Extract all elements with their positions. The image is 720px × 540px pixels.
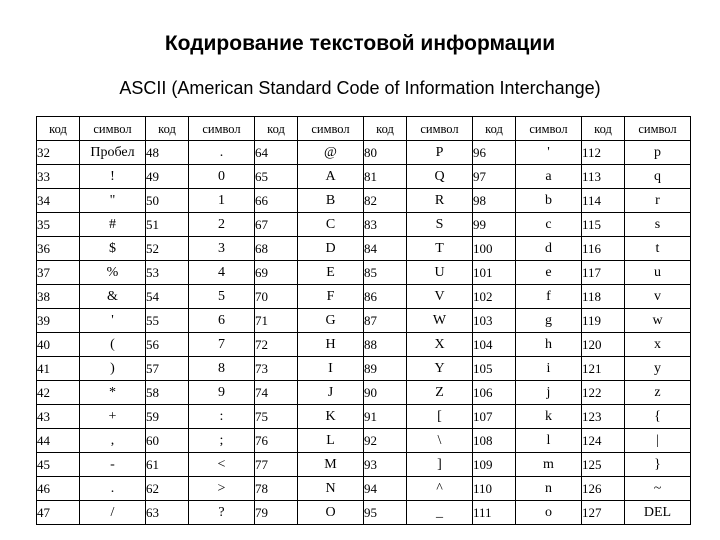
code-cell: 118 bbox=[582, 285, 625, 309]
code-cell: 62 bbox=[146, 477, 189, 501]
symbol-cell: ( bbox=[80, 333, 146, 357]
symbol-cell: S bbox=[407, 213, 473, 237]
symbol-cell: ~ bbox=[625, 477, 691, 501]
symbol-cell: w bbox=[625, 309, 691, 333]
symbol-cell: : bbox=[189, 405, 255, 429]
symbol-cell: _ bbox=[407, 501, 473, 525]
code-cell: 103 bbox=[473, 309, 516, 333]
page-subtitle: ASCII (American Standard Code of Information Interchange) bbox=[119, 78, 601, 98]
code-cell: 91 bbox=[364, 405, 407, 429]
symbol-cell: + bbox=[80, 405, 146, 429]
symbol-cell: f bbox=[516, 285, 582, 309]
table-row bbox=[37, 501, 691, 525]
code-cell: 45 bbox=[37, 453, 80, 477]
symbol-cell: / bbox=[80, 501, 146, 525]
code-cell: 100 bbox=[473, 237, 516, 261]
code-cell: 75 bbox=[255, 405, 298, 429]
header-code: код bbox=[473, 117, 516, 141]
code-cell: 54 bbox=[146, 285, 189, 309]
symbol-cell: \ bbox=[407, 429, 473, 453]
header-symbol: символ bbox=[625, 117, 691, 141]
code-cell: 112 bbox=[582, 141, 625, 165]
ascii-table bbox=[36, 116, 691, 525]
code-cell: 48 bbox=[146, 141, 189, 165]
symbol-cell: - bbox=[80, 453, 146, 477]
symbol-cell: 2 bbox=[189, 213, 255, 237]
symbol-cell: . bbox=[80, 477, 146, 501]
code-cell: 83 bbox=[364, 213, 407, 237]
code-cell: 81 bbox=[364, 165, 407, 189]
code-cell: 79 bbox=[255, 501, 298, 525]
code-cell: 99 bbox=[473, 213, 516, 237]
symbol-cell: k bbox=[516, 405, 582, 429]
code-cell: 55 bbox=[146, 309, 189, 333]
symbol-cell: c bbox=[516, 213, 582, 237]
table-row bbox=[37, 381, 691, 405]
code-cell: 50 bbox=[146, 189, 189, 213]
symbol-cell: V bbox=[407, 285, 473, 309]
symbol-cell: d bbox=[516, 237, 582, 261]
symbol-cell: s bbox=[625, 213, 691, 237]
symbol-cell: " bbox=[80, 189, 146, 213]
code-cell: 123 bbox=[582, 405, 625, 429]
header-code: код bbox=[146, 117, 189, 141]
symbol-cell: b bbox=[516, 189, 582, 213]
symbol-cell: F bbox=[298, 285, 364, 309]
code-cell: 119 bbox=[582, 309, 625, 333]
symbol-cell: t bbox=[625, 237, 691, 261]
code-cell: 125 bbox=[582, 453, 625, 477]
code-cell: 126 bbox=[582, 477, 625, 501]
symbol-cell: h bbox=[516, 333, 582, 357]
code-cell: 74 bbox=[255, 381, 298, 405]
symbol-cell: 8 bbox=[189, 357, 255, 381]
symbol-cell: ' bbox=[80, 309, 146, 333]
code-cell: 120 bbox=[582, 333, 625, 357]
table-row bbox=[37, 477, 691, 501]
code-cell: 82 bbox=[364, 189, 407, 213]
table-row bbox=[37, 165, 691, 189]
code-cell: 105 bbox=[473, 357, 516, 381]
code-cell: 43 bbox=[37, 405, 80, 429]
symbol-cell: 5 bbox=[189, 285, 255, 309]
symbol-cell: j bbox=[516, 381, 582, 405]
code-cell: 107 bbox=[473, 405, 516, 429]
code-cell: 65 bbox=[255, 165, 298, 189]
symbol-cell: B bbox=[298, 189, 364, 213]
symbol-cell: a bbox=[516, 165, 582, 189]
code-cell: 63 bbox=[146, 501, 189, 525]
symbol-cell: E bbox=[298, 261, 364, 285]
code-cell: 35 bbox=[37, 213, 80, 237]
code-cell: 115 bbox=[582, 213, 625, 237]
code-cell: 110 bbox=[473, 477, 516, 501]
code-cell: 66 bbox=[255, 189, 298, 213]
table-row bbox=[37, 453, 691, 477]
symbol-cell: J bbox=[298, 381, 364, 405]
code-cell: 72 bbox=[255, 333, 298, 357]
header-symbol: символ bbox=[407, 117, 473, 141]
code-cell: 104 bbox=[473, 333, 516, 357]
table-row bbox=[37, 429, 691, 453]
code-cell: 69 bbox=[255, 261, 298, 285]
code-cell: 80 bbox=[364, 141, 407, 165]
code-cell: 70 bbox=[255, 285, 298, 309]
table-row bbox=[37, 213, 691, 237]
symbol-cell: DEL bbox=[625, 501, 691, 525]
code-cell: 38 bbox=[37, 285, 80, 309]
symbol-cell: r bbox=[625, 189, 691, 213]
symbol-cell: n bbox=[516, 477, 582, 501]
symbol-cell: ^ bbox=[407, 477, 473, 501]
symbol-cell: p bbox=[625, 141, 691, 165]
code-cell: 121 bbox=[582, 357, 625, 381]
code-cell: 52 bbox=[146, 237, 189, 261]
table-row bbox=[37, 285, 691, 309]
code-cell: 76 bbox=[255, 429, 298, 453]
code-cell: 89 bbox=[364, 357, 407, 381]
symbol-cell: I bbox=[298, 357, 364, 381]
symbol-cell: [ bbox=[407, 405, 473, 429]
code-cell: 73 bbox=[255, 357, 298, 381]
header-symbol: символ bbox=[298, 117, 364, 141]
code-cell: 58 bbox=[146, 381, 189, 405]
symbol-cell: A bbox=[298, 165, 364, 189]
header-code: код bbox=[37, 117, 80, 141]
symbol-cell: W bbox=[407, 309, 473, 333]
symbol-cell: % bbox=[80, 261, 146, 285]
code-cell: 39 bbox=[37, 309, 80, 333]
code-cell: 34 bbox=[37, 189, 80, 213]
symbol-cell: { bbox=[625, 405, 691, 429]
code-cell: 61 bbox=[146, 453, 189, 477]
symbol-cell: Y bbox=[407, 357, 473, 381]
symbol-cell: & bbox=[80, 285, 146, 309]
code-cell: 44 bbox=[37, 429, 80, 453]
symbol-cell: } bbox=[625, 453, 691, 477]
symbol-cell: Z bbox=[407, 381, 473, 405]
page-title: Кодирование текстовой информации bbox=[164, 32, 556, 55]
symbol-cell: R bbox=[407, 189, 473, 213]
symbol-cell: O bbox=[298, 501, 364, 525]
symbol-cell: | bbox=[625, 429, 691, 453]
symbol-cell: H bbox=[298, 333, 364, 357]
code-cell: 92 bbox=[364, 429, 407, 453]
code-cell: 42 bbox=[37, 381, 80, 405]
table-row bbox=[37, 333, 691, 357]
symbol-cell: X bbox=[407, 333, 473, 357]
symbol-cell: 7 bbox=[189, 333, 255, 357]
symbol-cell: K bbox=[298, 405, 364, 429]
symbol-cell: Q bbox=[407, 165, 473, 189]
code-cell: 78 bbox=[255, 477, 298, 501]
code-cell: 113 bbox=[582, 165, 625, 189]
code-cell: 46 bbox=[37, 477, 80, 501]
symbol-cell: . bbox=[189, 141, 255, 165]
symbol-cell: @ bbox=[298, 141, 364, 165]
symbol-cell: P bbox=[407, 141, 473, 165]
table-header-row bbox=[37, 117, 691, 141]
symbol-cell: 3 bbox=[189, 237, 255, 261]
symbol-cell: # bbox=[80, 213, 146, 237]
symbol-cell: U bbox=[407, 261, 473, 285]
symbol-cell: ] bbox=[407, 453, 473, 477]
code-cell: 84 bbox=[364, 237, 407, 261]
symbol-cell: , bbox=[80, 429, 146, 453]
header-code: код bbox=[582, 117, 625, 141]
symbol-cell: 4 bbox=[189, 261, 255, 285]
symbol-cell: N bbox=[298, 477, 364, 501]
code-cell: 60 bbox=[146, 429, 189, 453]
code-cell: 87 bbox=[364, 309, 407, 333]
header-symbol: символ bbox=[189, 117, 255, 141]
table-row bbox=[37, 261, 691, 285]
symbol-cell: * bbox=[80, 381, 146, 405]
table-row bbox=[37, 141, 691, 165]
code-cell: 101 bbox=[473, 261, 516, 285]
code-cell: 108 bbox=[473, 429, 516, 453]
code-cell: 36 bbox=[37, 237, 80, 261]
table-body bbox=[37, 141, 691, 525]
symbol-cell: ) bbox=[80, 357, 146, 381]
symbol-cell: T bbox=[407, 237, 473, 261]
symbol-cell: u bbox=[625, 261, 691, 285]
code-cell: 77 bbox=[255, 453, 298, 477]
code-cell: 109 bbox=[473, 453, 516, 477]
symbol-cell: 1 bbox=[189, 189, 255, 213]
code-cell: 106 bbox=[473, 381, 516, 405]
code-cell: 94 bbox=[364, 477, 407, 501]
table-row bbox=[37, 357, 691, 381]
code-cell: 102 bbox=[473, 285, 516, 309]
code-cell: 49 bbox=[146, 165, 189, 189]
symbol-cell: e bbox=[516, 261, 582, 285]
symbol-cell: g bbox=[516, 309, 582, 333]
header-code: код bbox=[255, 117, 298, 141]
symbol-cell: q bbox=[625, 165, 691, 189]
symbol-cell: 9 bbox=[189, 381, 255, 405]
symbol-cell: x bbox=[625, 333, 691, 357]
symbol-cell: ! bbox=[80, 165, 146, 189]
symbol-cell: < bbox=[189, 453, 255, 477]
code-cell: 127 bbox=[582, 501, 625, 525]
code-cell: 88 bbox=[364, 333, 407, 357]
code-cell: 117 bbox=[582, 261, 625, 285]
code-cell: 37 bbox=[37, 261, 80, 285]
symbol-cell: ; bbox=[189, 429, 255, 453]
code-cell: 68 bbox=[255, 237, 298, 261]
table-row bbox=[37, 405, 691, 429]
symbol-cell: z bbox=[625, 381, 691, 405]
symbol-cell: y bbox=[625, 357, 691, 381]
code-cell: 93 bbox=[364, 453, 407, 477]
code-cell: 33 bbox=[37, 165, 80, 189]
code-cell: 114 bbox=[582, 189, 625, 213]
symbol-cell: L bbox=[298, 429, 364, 453]
code-cell: 86 bbox=[364, 285, 407, 309]
code-cell: 32 bbox=[37, 141, 80, 165]
code-cell: 85 bbox=[364, 261, 407, 285]
code-cell: 40 bbox=[37, 333, 80, 357]
symbol-cell: > bbox=[189, 477, 255, 501]
code-cell: 41 bbox=[37, 357, 80, 381]
symbol-cell: C bbox=[298, 213, 364, 237]
code-cell: 98 bbox=[473, 189, 516, 213]
symbol-cell: ? bbox=[189, 501, 255, 525]
table-row bbox=[37, 189, 691, 213]
code-cell: 67 bbox=[255, 213, 298, 237]
code-cell: 111 bbox=[473, 501, 516, 525]
code-cell: 51 bbox=[146, 213, 189, 237]
table-row bbox=[37, 309, 691, 333]
symbol-cell: o bbox=[516, 501, 582, 525]
symbol-cell: m bbox=[516, 453, 582, 477]
code-cell: 116 bbox=[582, 237, 625, 261]
symbol-cell: M bbox=[298, 453, 364, 477]
table-row bbox=[37, 237, 691, 261]
symbol-cell: $ bbox=[80, 237, 146, 261]
header-code: код bbox=[364, 117, 407, 141]
header-symbol: символ bbox=[80, 117, 146, 141]
symbol-cell: i bbox=[516, 357, 582, 381]
symbol-cell: Пробел bbox=[80, 141, 146, 165]
symbol-cell: l bbox=[516, 429, 582, 453]
symbol-cell: 6 bbox=[189, 309, 255, 333]
code-cell: 47 bbox=[37, 501, 80, 525]
header-symbol: символ bbox=[516, 117, 582, 141]
code-cell: 97 bbox=[473, 165, 516, 189]
symbol-cell: ' bbox=[516, 141, 582, 165]
code-cell: 59 bbox=[146, 405, 189, 429]
symbol-cell: D bbox=[298, 237, 364, 261]
code-cell: 124 bbox=[582, 429, 625, 453]
code-cell: 122 bbox=[582, 381, 625, 405]
code-cell: 95 bbox=[364, 501, 407, 525]
symbol-cell: G bbox=[298, 309, 364, 333]
code-cell: 56 bbox=[146, 333, 189, 357]
code-cell: 71 bbox=[255, 309, 298, 333]
symbol-cell: 0 bbox=[189, 165, 255, 189]
code-cell: 90 bbox=[364, 381, 407, 405]
code-cell: 96 bbox=[473, 141, 516, 165]
code-cell: 64 bbox=[255, 141, 298, 165]
symbol-cell: v bbox=[625, 285, 691, 309]
code-cell: 53 bbox=[146, 261, 189, 285]
code-cell: 57 bbox=[146, 357, 189, 381]
